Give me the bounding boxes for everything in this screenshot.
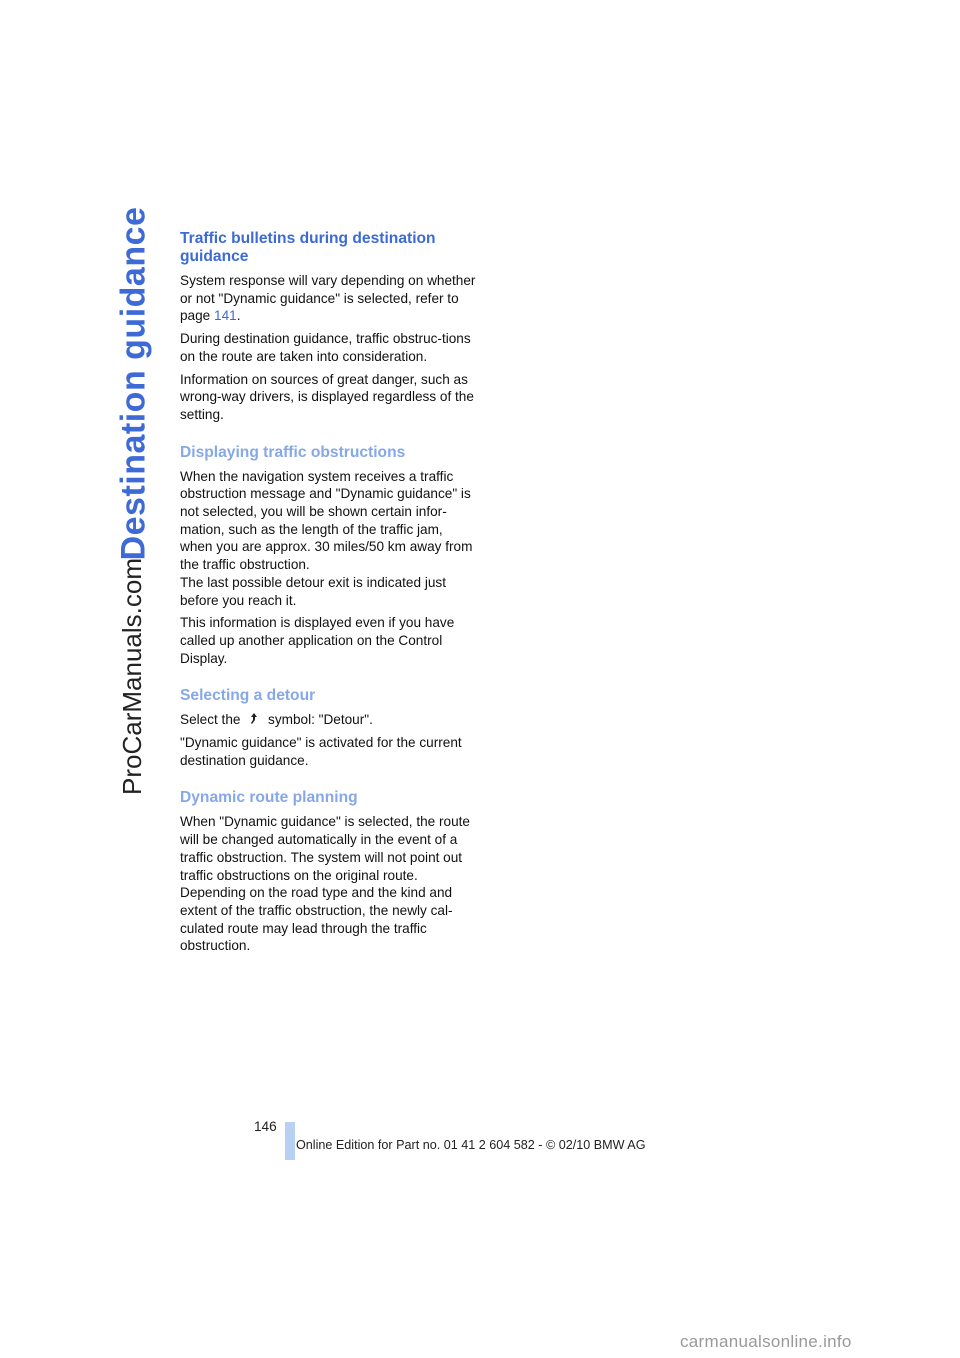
bottom-watermark: carmanualsonline.info [680,1332,852,1351]
paragraph [180,468,476,610]
paragraph: When "Dynamic guidance" is selected, the route will be changed automatically in the event of a traffic obstruction. The system will not point out traffic obstructions on the original route. Depending on the road type and the kind and extent of the traffic obstruction, the newly cal-culated route may lead through the traffic obstruction. [180,814,470,954]
section-heading-dynamic-route-planning: Dynamic route planning [180,789,358,807]
side-chapter-title [112,206,156,560]
paragraph: This information is displayed even if you have called up another application on the Control Display. [180,615,455,666]
page-number: 146 [254,1119,277,1134]
paragraph: "Dynamic guidance" is activated for the current destination guidance. [180,735,462,768]
paragraph: Information on sources of great danger, such as wrong-way drivers, is displayed regardless of the setting. [180,371,474,422]
footer-accent-bar [285,1122,295,1160]
section-heading-displaying-obstructions: Displaying traffic obstructions [180,443,406,461]
detour-arrow-icon [247,712,261,726]
section-heading-selecting-detour: Selecting a detour [180,687,316,705]
main-content [180,230,476,960]
paragraph-text: System response will vary depending on whether or not "Dynamic guidance" is selected, refer to page [180,273,476,324]
section-heading-traffic-bulletins: Traffic bulletins during destination guidance [180,230,436,265]
side-watermark-text: ProCarManuals.com [116,557,147,795]
paragraph: During destination guidance, traffic obstruc-tions on the route are taken into consideration. [180,331,471,364]
side-watermark [112,557,152,795]
paragraph [180,711,476,729]
paragraph-text: Select the [180,712,241,728]
paragraph-text: . [236,308,241,324]
paragraph-text: symbol: "Detour". [268,712,373,728]
paragraph [180,272,476,325]
footer-edition-text: Online Edition for Part no. 01 41 2 604 582 - © 02/10 BMW AG [296,1138,646,1152]
paragraph-text: The last possible detour exit is indicated just before you reach it. [180,574,446,608]
side-chapter-title-text: Destination guidance [114,206,153,560]
page-reference-link[interactable]: 141 [214,308,237,324]
paragraph-text: When the navigation system receives a traffic obstruction message and "Dynamic guidance" is not selected, you will be shown certain infor-mation, such as the length of the traffic jam, when you are approx. 30 miles/50 km away from the traffic obstruction. [180,468,473,573]
